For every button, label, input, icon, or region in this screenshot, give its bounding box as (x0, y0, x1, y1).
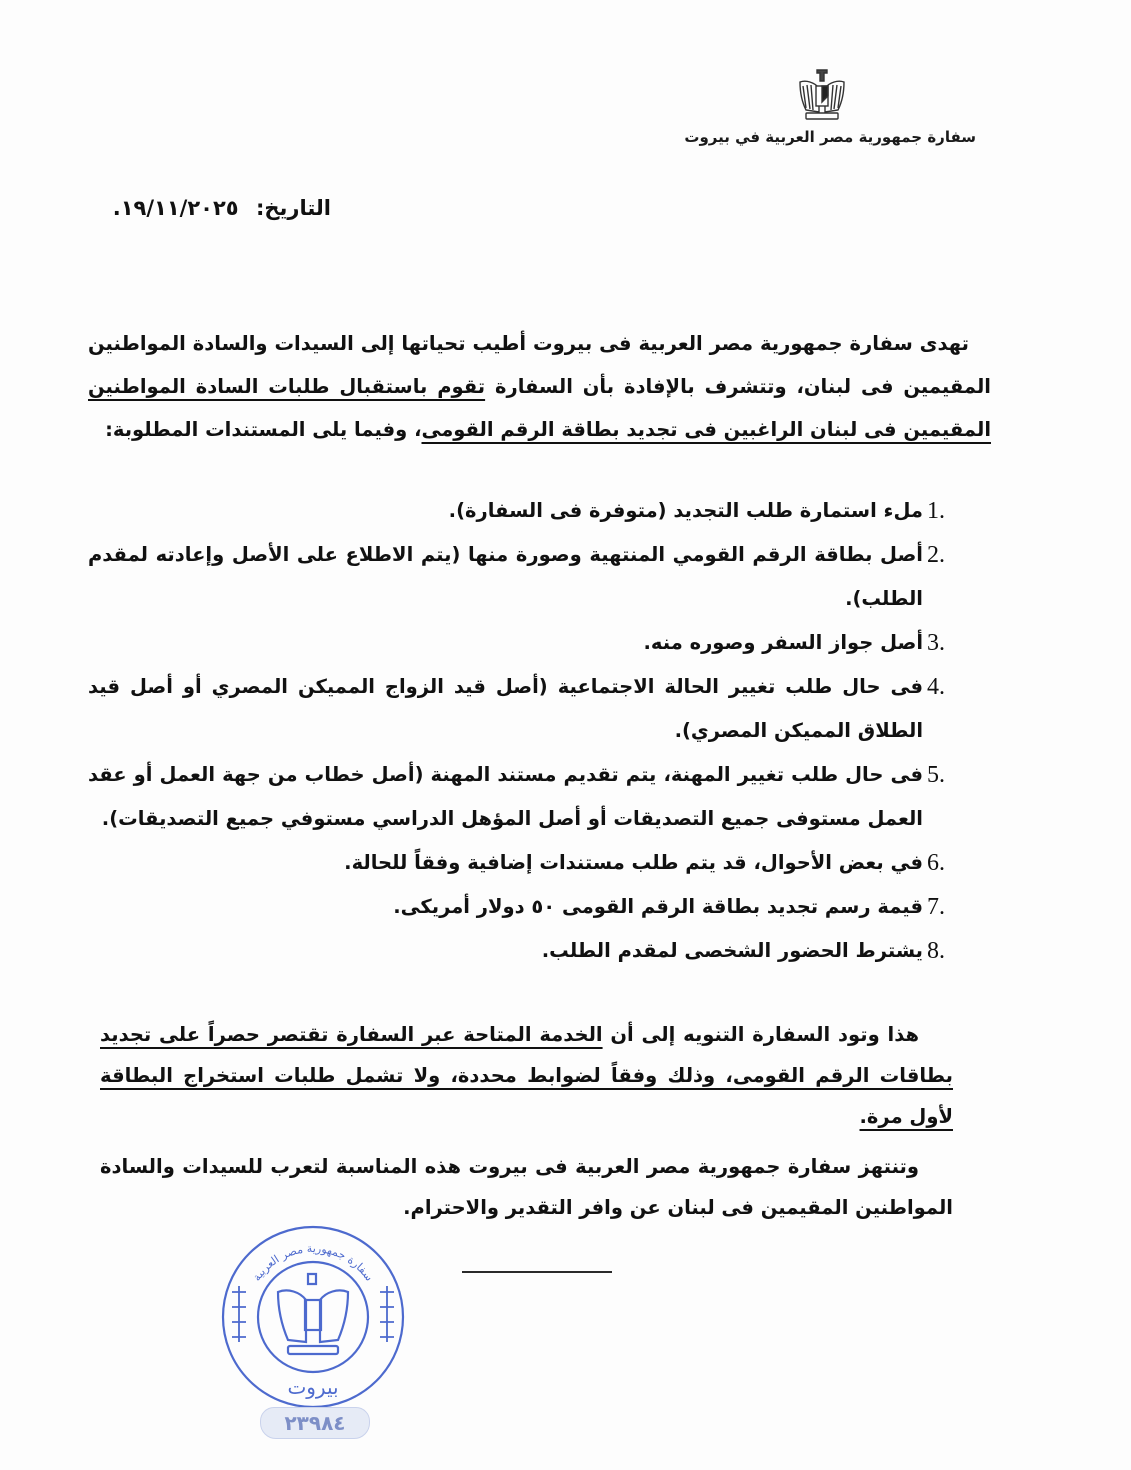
embassy-name-heading: سفارة جمهورية مصر العربية في بيروت (684, 128, 976, 146)
requirement-text: فى حال طلب تغيير المهنة، يتم تقديم مستند المهنة (أصل خطاب من جهة العمل أو عقد العمل مستوفى جميع التصديقات أو أصل المؤهل الدراسي مستوفي جميع التصديقات). (88, 763, 923, 830)
date-line (113, 196, 331, 220)
requirement-item (88, 489, 959, 533)
requirement-text: قيمة رسم تجديد بطاقة الرقم القومى ٥٠ دولار أمريكى. (393, 895, 923, 918)
date-value: ١٩/١١/٢٠٢٥. (112, 196, 239, 220)
intro-paragraph (88, 322, 991, 451)
egypt-eagle-emblem-icon (792, 66, 852, 124)
stamp-city-text: بيروت (287, 1375, 339, 1399)
requirement-number: 6. (927, 850, 945, 876)
intro-text: تهدى سفارة جمهورية مصر العربية فى بيروت أطيب تحياتها إلى السيدات والسادة المواطنين المقيمين فى لبنان، وتتشرف بالإفادة بأن السفارة (88, 332, 991, 398)
requirement-number: 1. (927, 498, 945, 524)
requirement-number: 3. (927, 630, 945, 656)
requirement-item (88, 665, 959, 753)
embassy-stamp-icon (218, 1222, 408, 1412)
stamp-serial-number: ٢٣٩٨٤ (260, 1407, 370, 1439)
requirement-number: 7. (927, 894, 945, 920)
note-paragraph (100, 1014, 953, 1137)
requirement-text: في بعض الأحوال، قد يتم طلب مستندات إضافية وفقاً للحالة. (344, 851, 923, 874)
date-label: التاريخ: (255, 196, 331, 220)
stamp-ring-text: سفارة جمهورية مصر العربية (250, 1241, 376, 1284)
requirement-item (88, 621, 959, 665)
requirement-number: 4. (927, 674, 945, 700)
signature-line (462, 1271, 612, 1273)
requirement-text: فى حال طلب تغيير الحالة الاجتماعية (أصل قيد الزواج المميكن المصري أو أصل قيد الطلاق المميكن المصري). (88, 675, 923, 742)
requirement-text: ملء استمارة طلب التجديد (متوفرة فى السفارة). (448, 499, 923, 522)
requirement-text: أصل بطاقة الرقم القومي المنتهية وصورة منها (يتم الاطلاع على الأصل وإعادته لمقدم الطلب). (88, 543, 923, 610)
closing-paragraph: وتنتهز سفارة جمهورية مصر العربية فى بيروت هذه المناسبة لتعرب للسيدات والسادة المواطنين المقيمين فى لبنان عن وافر التقدير والاحترام. (100, 1155, 953, 1219)
requirement-number: 5. (927, 762, 945, 788)
requirement-item (88, 533, 959, 621)
requirements-list (88, 489, 959, 973)
requirement-number: 8. (927, 938, 945, 964)
requirement-item (88, 753, 959, 841)
requirement-text: يشترط الحضور الشخصى لمقدم الطلب. (541, 939, 923, 962)
requirement-item (88, 841, 959, 885)
intro-text-end: ، وفيما يلى المستندات المطلوبة: (105, 418, 422, 441)
requirement-number: 2. (927, 542, 945, 568)
note-text: هذا وتود السفارة التنويه إلى أن (602, 1023, 919, 1046)
requirement-item (88, 885, 959, 929)
intro-underlined-text: تقوم باستقبال طلبات السادة المواطنين المقيمين فى لبنان الراغبين فى تجديد بطاقة الرقم القومى (88, 375, 991, 441)
note-underlined-text: الخدمة المتاحة عبر السفارة تقتصر حصراً على تجديد بطاقات الرقم القومى، وذلك وفقاً لضوابط محددة، ولا تشمل طلبات استخراج البطاقة لأول مرة. (100, 1023, 953, 1128)
requirement-item (88, 929, 959, 973)
requirement-text: أصل جواز السفر وصوره منه. (643, 631, 923, 654)
